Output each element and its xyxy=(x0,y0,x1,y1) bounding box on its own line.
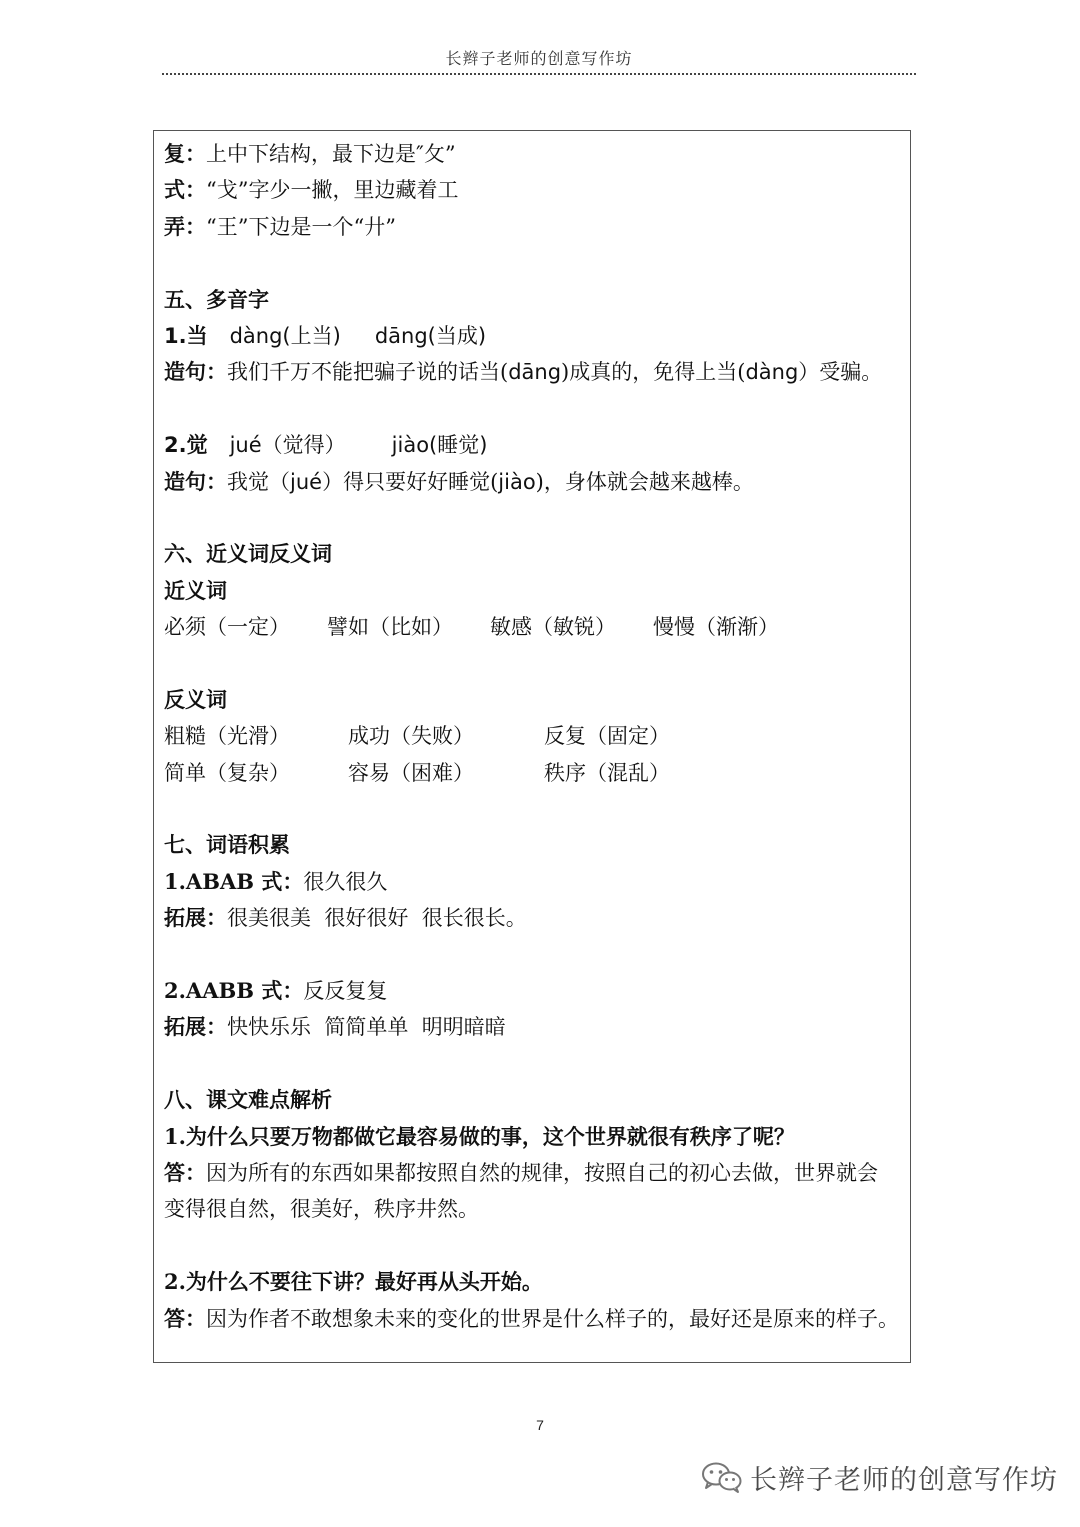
polyphone-item2-sentence-d: jiào xyxy=(498,469,536,494)
spacer xyxy=(164,791,904,827)
char-fu-text: 上中下结构，最下边是″攵” xyxy=(206,142,456,166)
synonym-heading: 近义词 xyxy=(164,577,227,603)
aabb-ext-label: 拓展： xyxy=(164,1014,227,1040)
char-fu-label: 复： xyxy=(164,141,206,166)
char-shi-label: 式： xyxy=(164,177,206,203)
aabb-example: 反反复复 xyxy=(303,978,388,1003)
aabb-ext-line xyxy=(164,1009,904,1045)
antonym-row xyxy=(164,718,904,754)
polyphone-item2-py2: jiào(睡觉) xyxy=(391,433,488,458)
words-heading: 六、近义词反义词 xyxy=(164,541,332,567)
polyphone-item1-py1: dàng(上当) xyxy=(229,323,341,348)
polyphone-item1-sentence xyxy=(164,354,904,390)
analysis-a1-line2: 变得很自然，很美好，秩序井然。 xyxy=(164,1197,479,1222)
char-shi-line xyxy=(164,172,904,208)
analysis-a2-label: 答： xyxy=(164,1305,206,1331)
polyphone-item1-num: 1.当 xyxy=(164,323,208,348)
spacer xyxy=(164,1046,904,1082)
analysis-a2-line xyxy=(164,1301,904,1337)
antonym-item: 成功（失败） xyxy=(348,724,474,749)
synonym-item: 敏感（敏锐） xyxy=(490,615,616,640)
polyphone-item2-sentence-c: ）得只要好好睡觉( xyxy=(322,469,499,494)
abab-example: 很久很久 xyxy=(303,869,388,894)
abab-ext-label: 拓展： xyxy=(164,905,227,931)
spacer xyxy=(164,937,904,973)
char-nong-line xyxy=(164,209,904,245)
page-number: 7 xyxy=(536,1417,544,1433)
analysis-a1-line1 xyxy=(164,1155,904,1191)
antonym-item: 容易（困难） xyxy=(348,760,474,785)
char-shi-text: “戈”字少一撇，里边藏着工 xyxy=(206,178,459,203)
antonym-row xyxy=(164,755,904,791)
wechat-icon xyxy=(700,1460,744,1494)
char-nong-label: 弄： xyxy=(164,213,206,239)
watermark-text: 长辫子老师的创意写作坊 xyxy=(750,1464,1058,1496)
spacer xyxy=(164,1228,904,1264)
antonym-item: 反复（固定） xyxy=(544,724,670,749)
aabb-line xyxy=(164,973,904,1009)
aabb-label: 2.AABB 式： xyxy=(164,977,304,1003)
antonym-item: 简单（复杂） xyxy=(164,760,290,785)
char-nong-text: “王”下边是一个“廾” xyxy=(206,214,396,239)
aabb-ext-text: 快快乐乐 简简单单 明明暗暗 xyxy=(227,1015,506,1040)
synonym-item: 慢慢（渐渐） xyxy=(653,615,779,640)
abab-ext-line xyxy=(164,900,904,936)
polyphone-item2-sentence-b: jué xyxy=(290,469,323,494)
synonym-row xyxy=(164,609,904,645)
polyphone-item1-sentence-label: 造句： xyxy=(164,359,227,385)
analysis-a1-text: 因为所有的东西如果都按照自然的规律，按照自己的初心去做，世界就会 xyxy=(206,1160,878,1185)
polyphone-item1-py2: dāng(当成) xyxy=(374,323,487,348)
spacer xyxy=(164,391,904,427)
polyphone-item2-sentence-label: 造句： xyxy=(164,468,227,494)
polyphone-item1-sentence-a: 我们千万不能把骗子说的话当( xyxy=(227,360,509,385)
content xyxy=(164,136,904,1337)
polyphone-heading: 五、多音字 xyxy=(164,286,269,312)
analysis-q1: 1.为什么只要万物都做它最容易做的事，这个世界就很有秩序了呢？ xyxy=(164,1123,795,1149)
polyphone-item2-num: 2.觉 xyxy=(164,433,208,458)
header-divider xyxy=(162,73,916,75)
polyphone-item1-sentence-c: )成真的，免得上当( xyxy=(561,360,746,385)
analysis-a2-text: 因为作者不敢想象未来的变化的世界是什么样子的，最好还是原来的样子。 xyxy=(206,1306,899,1331)
analysis-a1-label: 答： xyxy=(164,1159,206,1185)
polyphone-item2-sentence-e: )，身体就会越来越棒。 xyxy=(535,469,754,494)
accumulate-heading: 七、词语积累 xyxy=(164,832,290,858)
abab-line xyxy=(164,864,904,900)
polyphone-item2-py1: jué（觉得） xyxy=(229,433,346,458)
polyphone-item1-sentence-d: dàng xyxy=(745,360,799,385)
watermark xyxy=(700,1457,1058,1497)
abab-ext-text: 很美很美 很好很好 很长很长。 xyxy=(227,906,527,931)
polyphone-item1-sentence-e: ）受骗。 xyxy=(798,360,883,385)
spacer xyxy=(164,645,904,681)
polyphone-item2-sentence-a: 我觉（ xyxy=(227,469,290,494)
polyphone-item1-sentence-b: dāng xyxy=(508,360,562,385)
polyphone-item2 xyxy=(164,427,904,463)
spacer xyxy=(164,245,904,281)
abab-label: 1.ABAB 式： xyxy=(164,868,304,894)
synonym-item: 譬如（比如） xyxy=(327,615,453,640)
antonym-item: 秩序（混乱） xyxy=(544,760,670,785)
antonym-item: 粗糙（光滑） xyxy=(164,724,290,749)
analysis-q2: 2.为什么不要往下讲？最好再从头开始。 xyxy=(164,1269,543,1295)
analysis-heading: 八、课文难点解析 xyxy=(164,1087,332,1113)
page-header: 长辫子老师的创意写作坊 xyxy=(445,49,633,68)
char-fu-line xyxy=(164,136,904,172)
polyphone-item2-sentence xyxy=(164,464,904,500)
synonym-item: 必须（一定） xyxy=(164,615,290,640)
polyphone-item1 xyxy=(164,318,904,354)
antonym-heading: 反义词 xyxy=(164,686,227,712)
spacer xyxy=(164,500,904,536)
